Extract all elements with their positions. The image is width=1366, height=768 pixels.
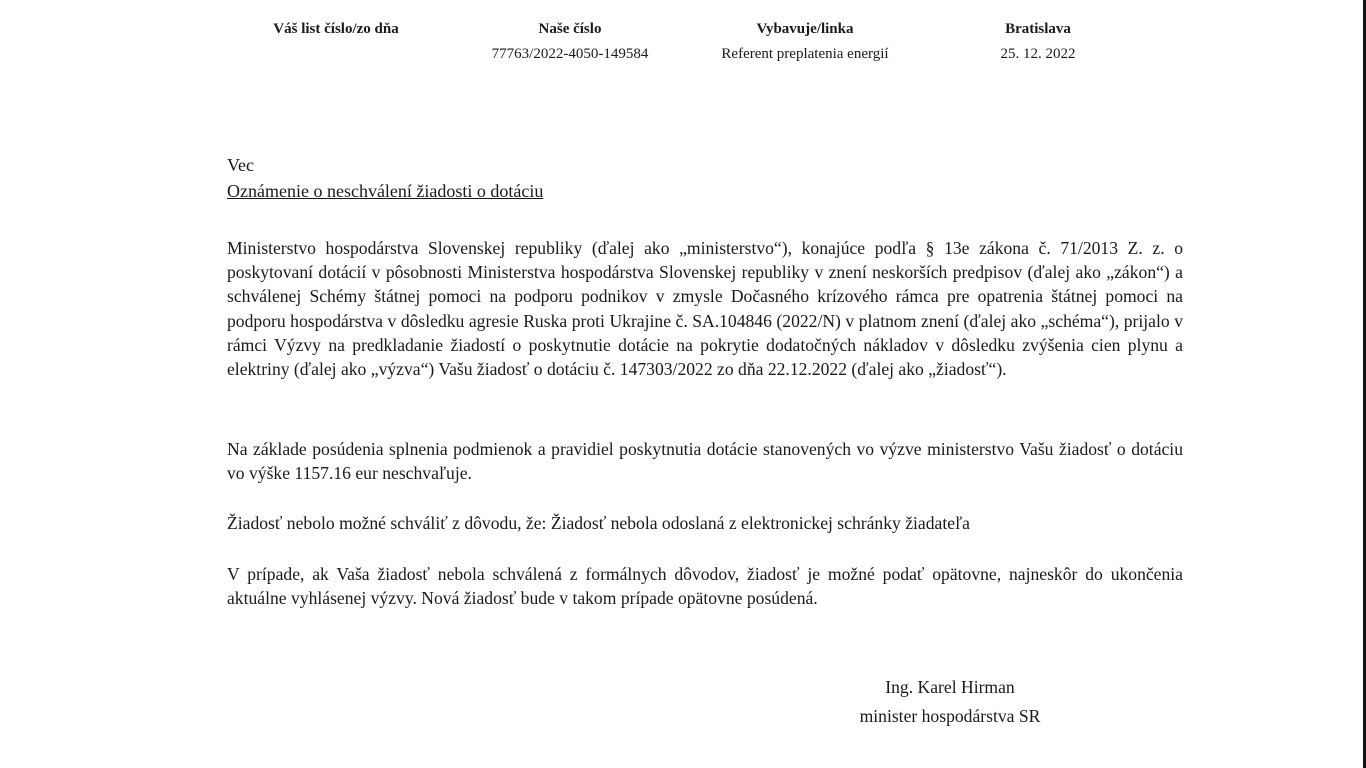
paragraph-intro: Ministerstvo hospodárstva Slovenskej republiky (ďalej ako „ministerstvo“), konajúce podľa § 13e zákona č. 71/2013 Z. z. o poskytovaní dotácií v pôsobnosti Ministerstva hospodárstva Slovenskej republiky v znení neskorších predpisov (ďalej ako „zákon“) a schválenej Schémy štátnej pomoci na podporu podnikov v zmysle Dočasného krízového rámca pre opatrenia štátnej pomoci na podporu hospodárstva v dôsledku agresie Ruska proti Ukrajine č. SA.104846 (2022/N) v platnom znení (ďalej ako „schéma“), prijalo v rámci Výzvy na predkladanie žiadostí o poskytnutie dotácie na pokrytie dodatočných nákladov v dôsledku zvýšenia cien plynu a elektriny (ďalej ako „výzva“) Vašu žiadosť o dotáciu č. 147303/2022 zo dňa 22.12.2022 (ďalej ako „žiadosť“). bbox=[227, 238, 1183, 380]
header-place-label: Bratislava bbox=[1005, 21, 1071, 37]
header-your-letter-label: Váš list číslo/zo dňa bbox=[273, 21, 399, 37]
paragraph-decision: Na základe posúdenia splnenia podmienok a pravidiel poskytnutia dotácie stanovených vo výzve ministerstvo Vašu žiadosť o dotáciu vo výške 1157.16 eur neschvaľuje. bbox=[227, 439, 1183, 484]
header-your-letter bbox=[226, 19, 446, 64]
paragraph-reason: Žiadosť nebolo možné schváliť z dôvodu, že: Žiadosť nebola odoslaná z elektronickej schránky žiadateľa bbox=[227, 513, 970, 533]
signature-name: Ing. Karel Hirman bbox=[885, 677, 1015, 697]
paragraph-resubmission: V prípade, ak Vaša žiadosť nebola schválená z formálnych dôvodov, žiadosť je možné podať opätovne, najneskôr do ukončenia aktuálne vyhlásenej výzvy. Nová žiadosť bude v takom prípade opätovne posúdená. bbox=[227, 564, 1183, 609]
subject-title: Oznámenie o neschválení žiadosti o dotáciu bbox=[227, 181, 544, 201]
header-date-value: 25. 12. 2022 bbox=[1000, 46, 1076, 62]
header-your-letter-value bbox=[226, 44, 446, 64]
header-handled-by bbox=[695, 19, 915, 64]
header-place-date bbox=[928, 19, 1148, 64]
header-our-number-label: Naše číslo bbox=[538, 21, 602, 37]
signature-role: minister hospodárstva SR bbox=[859, 706, 1041, 726]
signature-block bbox=[800, 673, 1100, 731]
header-our-number-value: 77763/2022-4050-149584 bbox=[491, 46, 649, 62]
header-handled-by-label: Vybavuje/linka bbox=[756, 21, 854, 37]
header-handled-by-value: Referent preplatenia energií bbox=[721, 46, 889, 62]
header-our-number bbox=[460, 19, 680, 64]
letter-header bbox=[0, 0, 1366, 80]
subject-block bbox=[227, 152, 543, 204]
subject-label: Vec bbox=[227, 155, 254, 175]
